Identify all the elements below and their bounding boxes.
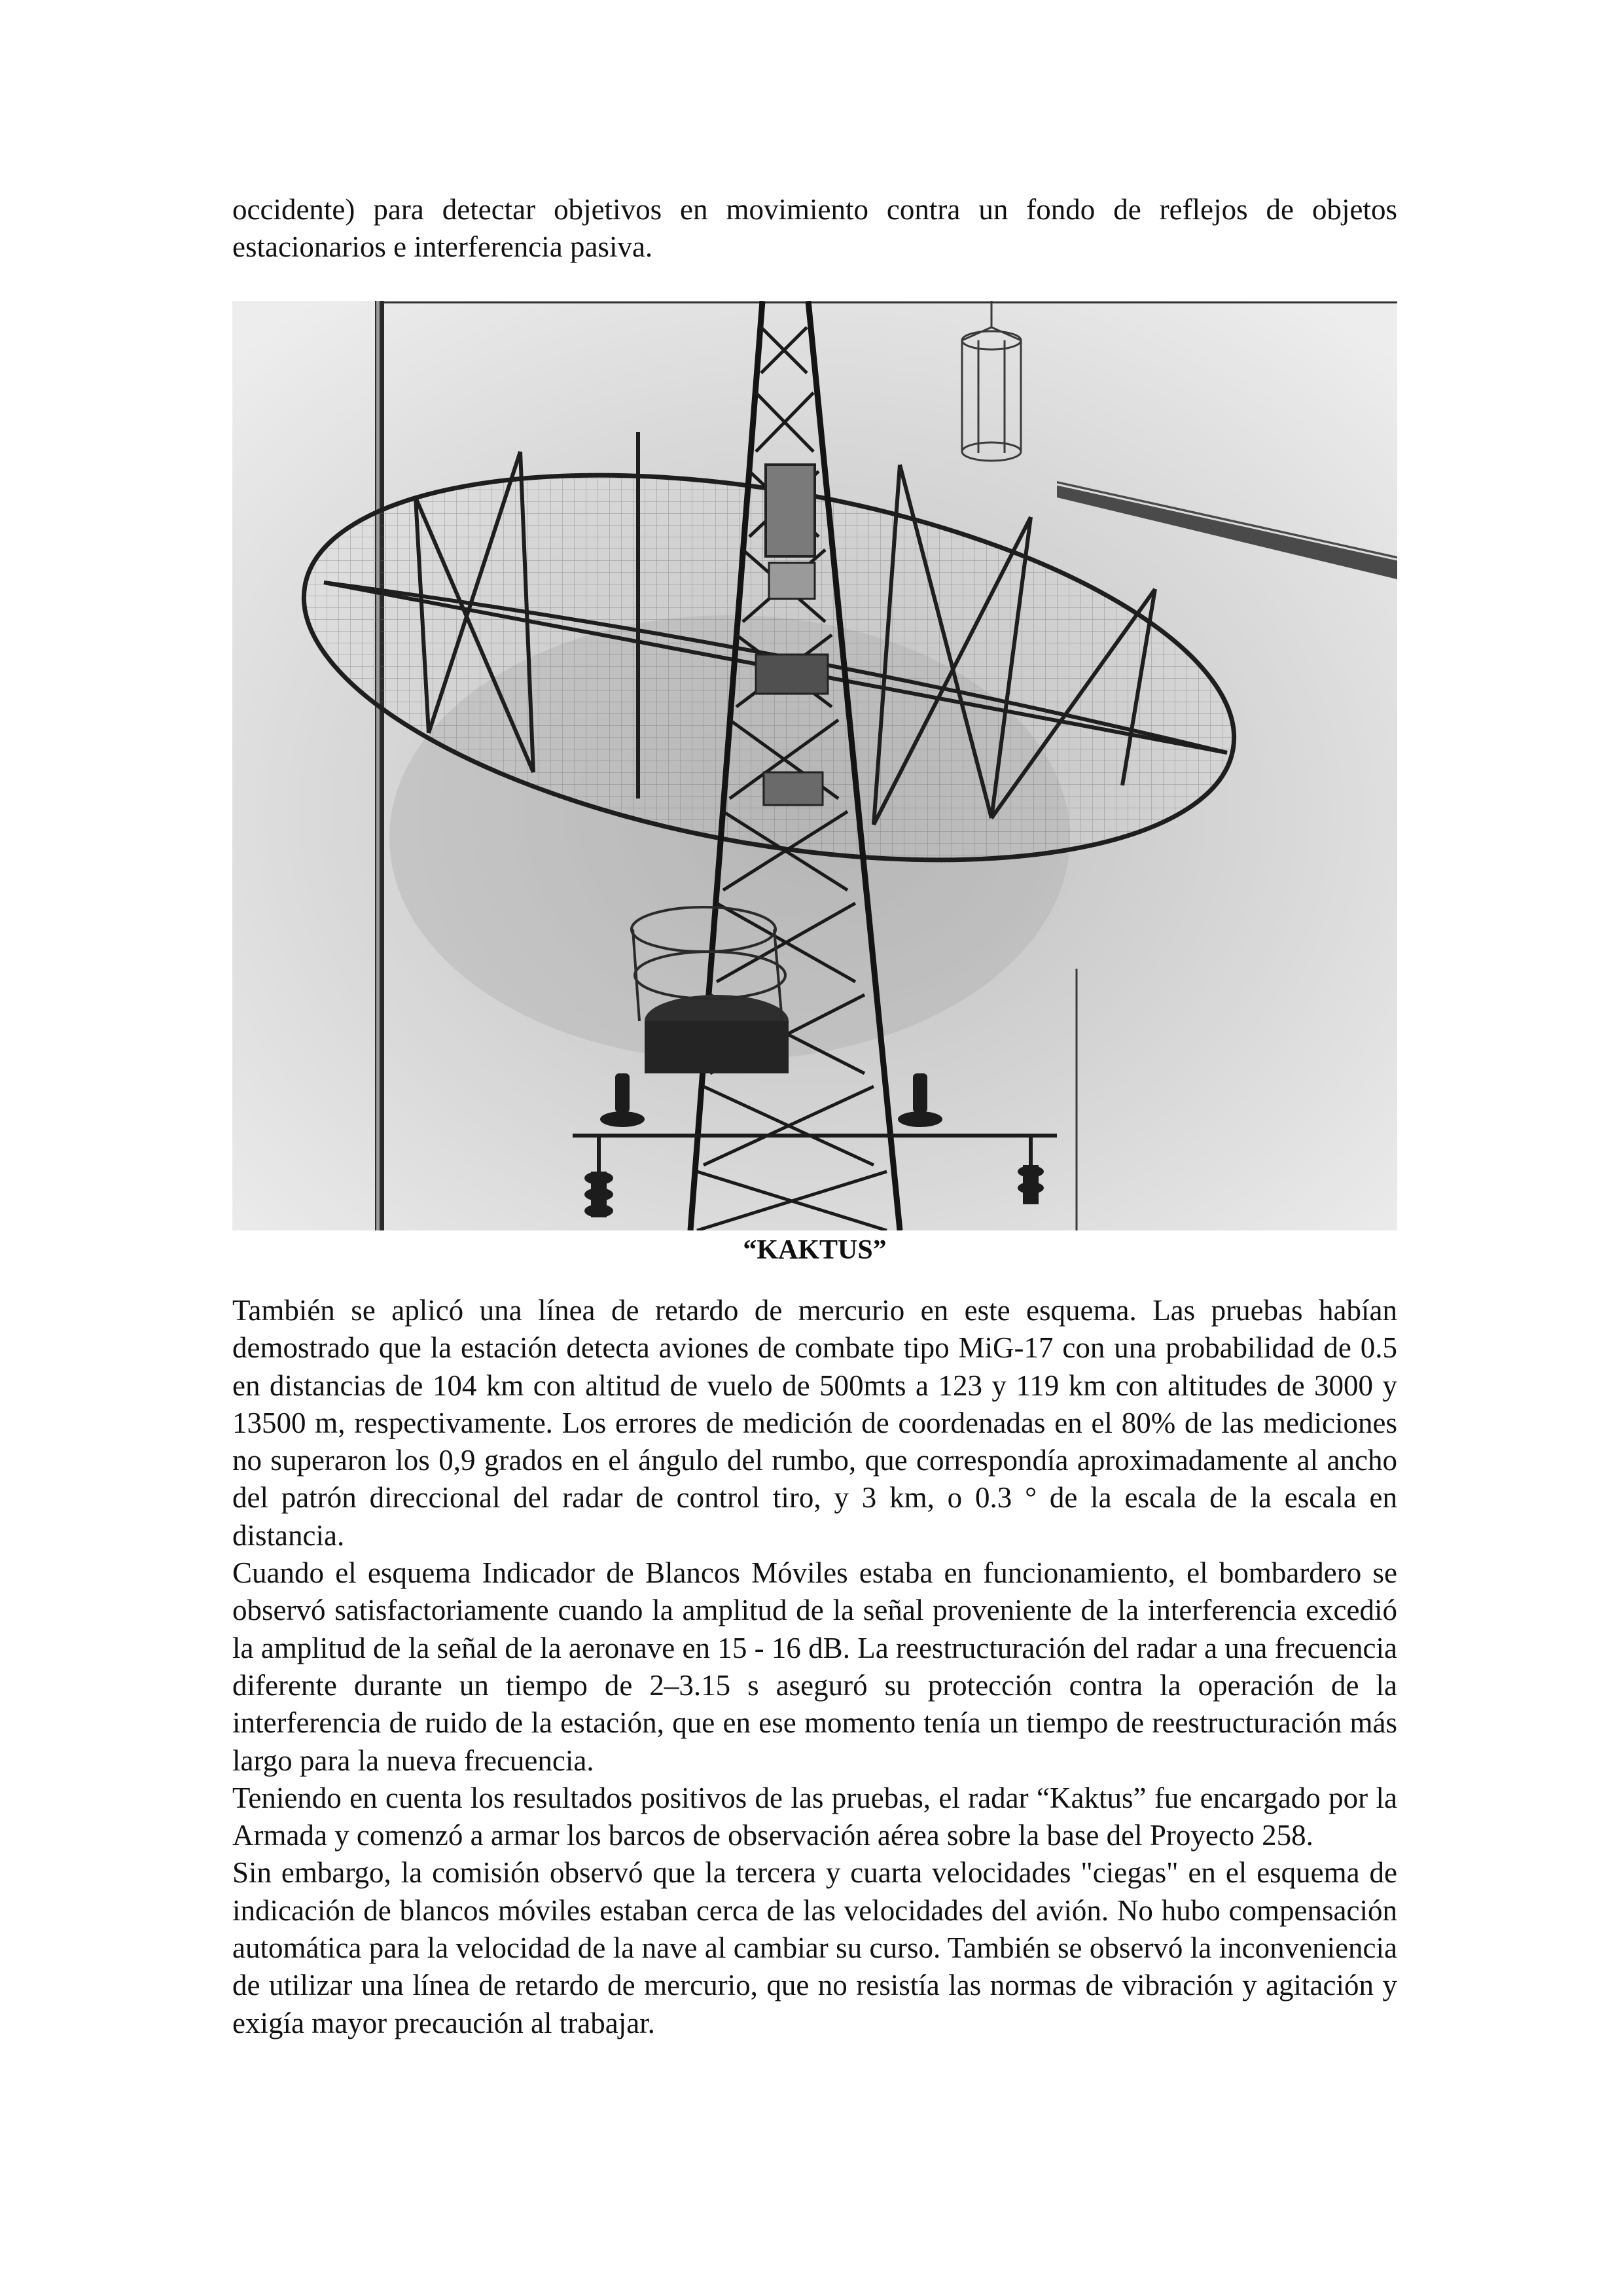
paragraph-navy-adoption: Teniendo en cuenta los resultados positivos de las pruebas, el radar “Kaktus” fue encargado por la Armada y comenzó a armar los barcos de observación aérea sobre la base del Proyecto 258. xyxy=(232,1781,1397,1852)
kaktus-radar-photo xyxy=(232,301,1397,1230)
paragraph-commission-notes: Sin embargo, la comisión observó que la tercera y cuarta velocidades "ciegas" en el esquema de indicación de blancos móviles estaban cerca de las velocidades del avión. No hubo compensación automática para la velocidad de la nave al cambiar su curso. También se observó la inconveniencia de utilizar una línea de retardo de mercurio, que no resistía las normas de vibración y agitación y exigía mayor precaución al trabajar. xyxy=(232,1856,1397,2039)
figure-caption: “KAKTUS” xyxy=(743,1235,887,1265)
intro-paragraph: occidente) para detectar objetivos en movimiento contra un fondo de reflejos de objetos estacionarios e interferencia pasiva. xyxy=(232,193,1397,263)
body-text xyxy=(232,1292,1397,2042)
radar-antenna-illustration xyxy=(232,301,1397,1230)
paragraph-mti-operation: Cuando el esquema Indicador de Blancos Móviles estaba en funcionamiento, el bombardero se observó satisfactoriamente cuando la amplitud de la señal proveniente de la interferencia excedió la amplitud de la señal de la aeronave en 15 - 16 dB. La reestructuración del radar a una frecuencia diferente durante un tiempo de 2–3.15 s aseguró su protección contra la operación de la interferencia de ruido de la estación, que en ese momento tenía un tiempo de reestructuración más largo para la nueva frecuencia. xyxy=(232,1556,1397,1777)
paragraph-mercury-delay: También se aplicó una línea de retardo de mercurio en este esquema. Las pruebas habían demostrado que la estación detecta aviones de combate tipo MiG-17 con una probabilidad de 0.5 en distancias de 104 km con altitud de vuelo de 500mts a 123 y 119 km con altitudes de 3000 y 13500 m, respectivamente. Los errores de medición de coordenadas en el 80% de las mediciones no superaron los 0,9 grados en el ángulo del rumbo, que correspondía aproximadamente al ancho del patrón direccional del radar de control tiro, y 3 km, o 0.3 ° de la escala de la escala en distancia. xyxy=(232,1294,1397,1552)
document-page xyxy=(232,0,1397,2296)
